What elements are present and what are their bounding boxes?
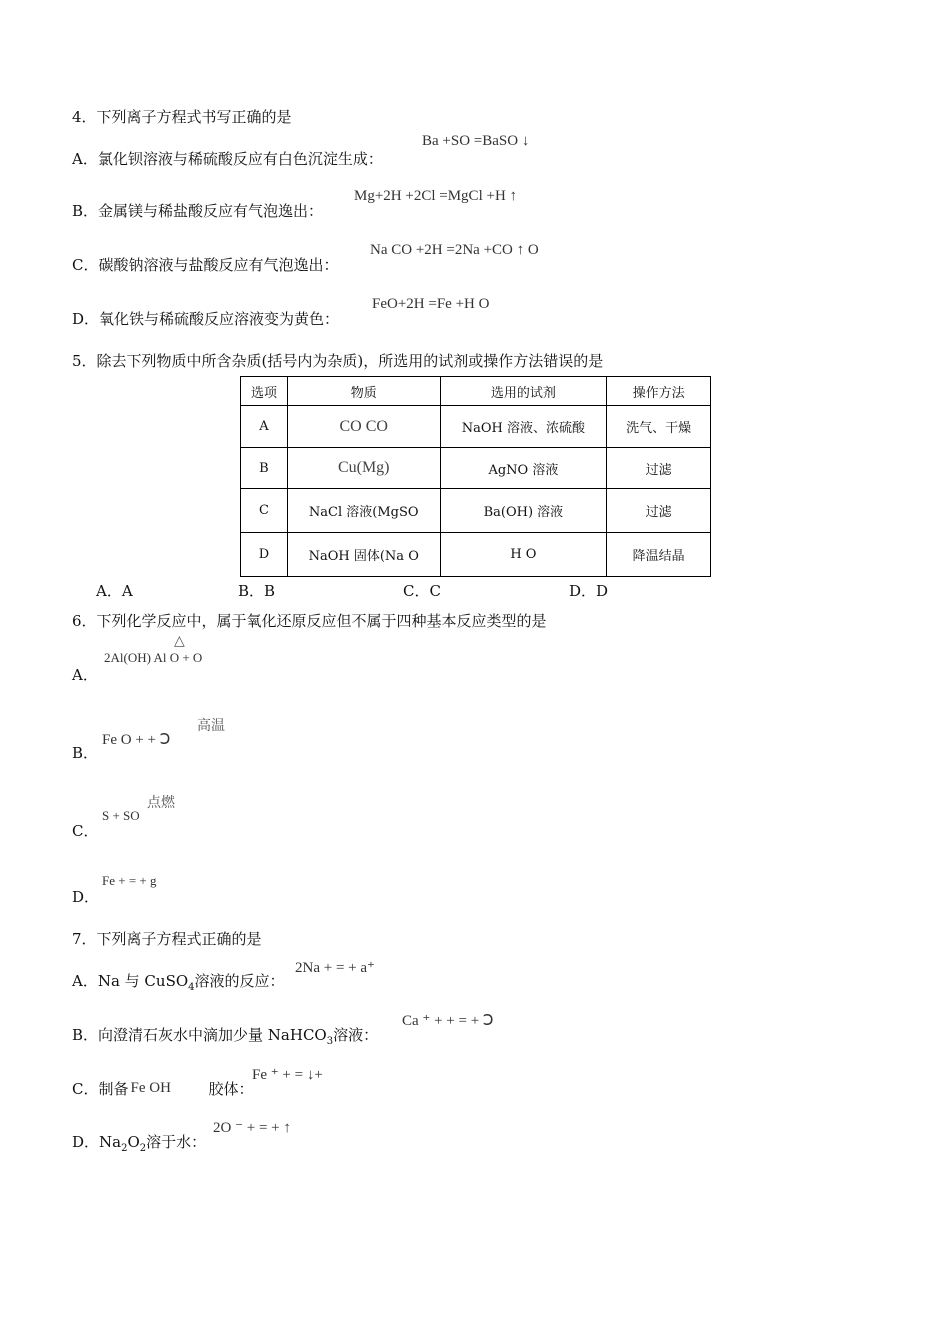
q6-option-c-equation: S + SO [102,808,140,823]
q7-option-d-tail: 溶于水： [146,1133,207,1151]
q7-option-d [72,1131,206,1154]
q7-option-c-tail: 胶体： [208,1080,254,1098]
q5-row-d-reagent: H O [440,533,607,577]
q4-option-d-equation: FeO+2H =Fe +H O [372,296,490,312]
q4-option-a-equation: Ba +SO =BaSO ↓ [422,133,530,149]
q4-stem: 4．下列离子方程式书写正确的是 [72,108,292,126]
q5-answer-a: A．A [96,582,133,600]
q7-option-a-subscript: 4 [188,982,195,993]
q5-row-a-option: A [241,406,288,448]
q6-option-c-label: C． [72,822,99,840]
q5-header-method: 操作方法 [607,377,711,406]
q5-header-option: 选项 [241,377,288,406]
q6-option-b-label: B． [72,744,99,762]
table-row [241,489,711,533]
q5-stem: 5．除去下列物质中所含杂质(括号内为杂质)，所选用的试剂或操作方法错误的是 [72,352,604,370]
q7-option-c-equation: Fe ⁺ + = ↓+ [252,1067,323,1083]
q7-option-d-oxygen-subscript: 2 [139,1143,147,1154]
q4-option-b: B．金属镁与稀盐酸反应有气泡逸出： [72,202,324,220]
q5-answer-d: D．D [569,582,609,600]
q6-option-a-equation: 2Al(OH) Al O + O [104,650,203,665]
q4-option-a: A．氯化钡溶液与稀硫酸反应有白色沉淀生成： [72,150,383,168]
q7-option-d-subscript: 2 [121,1143,128,1154]
table-row [241,533,711,577]
q7-option-c-colloid-formula: Fe OH [130,1080,171,1096]
q7-option-d-text: D．Na [72,1133,122,1151]
q7-option-b-tail: 溶液： [333,1026,379,1044]
q5-row-b-substance: Cu(Mg) [287,448,440,489]
q7-option-d-equation: 2O ⁻ + = + ↑ [213,1120,291,1136]
q7-option-b-text: B．向澄清石灰水中滴加少量 NaHCO [72,1026,327,1044]
q5-row-a-reagent: NaOH 溶液、浓硫酸 [440,406,607,448]
q7-stem: 7．下列离子方程式正确的是 [72,930,262,948]
q7-option-b [72,1024,378,1047]
q5-row-b-reagent: AgNO 溶液 [440,448,607,489]
q5-row-c-reagent: Ba(OH) 溶液 [440,489,607,533]
q4-option-c-equation: Na CO +2H =2Na +CO ↑ O [370,242,539,258]
q7-option-b-equation: Ca ⁺ + + = + Ↄ [402,1013,494,1029]
q6-option-a-label: A． [72,666,98,684]
q5-header-reagent: 选用的试剂 [440,377,607,406]
q5-table [240,376,711,577]
q5-row-d-method: 降温结晶 [607,533,711,577]
q5-row-c-option: C [241,489,288,533]
table-row [241,448,711,489]
table-row [241,406,711,448]
q7-option-d-oxygen: O [127,1133,140,1151]
q6-option-c-condition: 点燃 [147,795,175,811]
q6-option-d-equation: Fe + = + g [102,873,157,888]
q7-option-a-tail: 溶液的反应： [194,972,285,990]
q5-row-c-method: 过滤 [607,489,711,533]
q5-row-c-substance: NaCl 溶液(MgSO [287,489,440,533]
q5-row-a-substance: CO CO [287,406,440,448]
q4-option-b-equation: Mg+2H +2Cl =MgCl +H ↑ [354,188,518,204]
q6-option-b-equation: Fe O + + Ↄ [102,732,171,748]
q4-option-d: D．氧化铁与稀硫酸反应溶液变为黄色： [72,310,340,328]
q5-row-b-option: B [241,448,288,489]
q7-option-a-text: A．Na 与 CuSO [72,972,189,990]
q7-option-c [72,1078,254,1099]
q6-option-d-label: D． [72,888,100,906]
q7-option-c-text: C．制备 [72,1080,129,1098]
q4-option-c: C．碳酸钠溶液与盐酸反应有气泡逸出： [72,256,339,274]
q6-stem: 6．下列化学反应中，属于氧化还原反应但不属于四种基本反应类型的是 [72,612,547,630]
q5-row-b-method: 过滤 [607,448,711,489]
q5-answer-c: C．C [403,582,441,600]
q7-option-b-subscript: 3 [326,1036,334,1047]
q5-row-d-option: D [241,533,288,577]
q6-option-a-condition: △ [174,633,185,649]
q7-option-a [72,970,285,993]
q5-row-d-substance: NaOH 固体(Na O [287,533,440,577]
q5-answer-b: B．B [238,582,276,600]
q6-option-b-condition: 高温 [197,718,225,734]
q5-header-substance: 物质 [287,377,440,406]
q5-row-a-method: 洗气、干燥 [607,406,711,448]
q7-option-a-equation: 2Na + = + a⁺ [295,960,375,976]
